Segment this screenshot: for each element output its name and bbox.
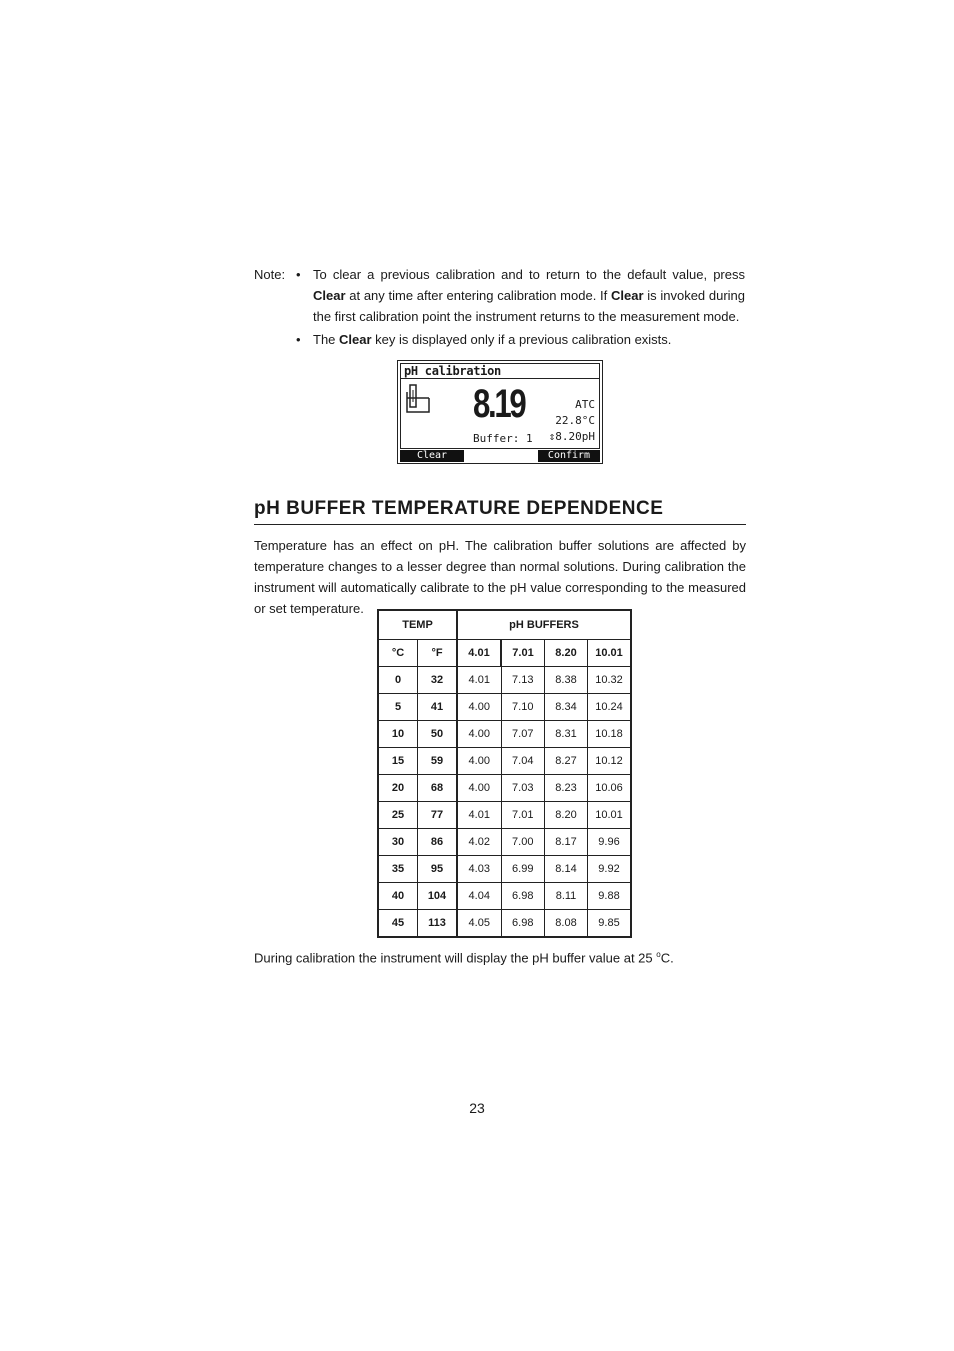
table-cell: 9.92 — [588, 856, 632, 883]
table-row — [378, 721, 631, 748]
confirm-softkey[interactable]: Confirm — [538, 450, 600, 462]
table-cell: 0 — [378, 667, 418, 694]
table-cell: 8.08 — [545, 910, 588, 938]
note-text: To clear a previous calibration and to return to the default value, press — [313, 267, 745, 282]
column-header: 10.01 — [588, 640, 632, 667]
table-cell: 10.18 — [588, 721, 632, 748]
table-cell: 10.12 — [588, 748, 632, 775]
table-cell: 4.05 — [457, 910, 501, 938]
table-cell: 9.88 — [588, 883, 632, 910]
lcd-title-divider — [401, 378, 599, 379]
table-group-header-row — [378, 610, 631, 640]
table-cell: 6.98 — [501, 883, 545, 910]
temperature-readout: 22.8°C — [555, 414, 595, 427]
table-cell: 113 — [418, 910, 458, 938]
table-cell: 4.03 — [457, 856, 501, 883]
buffer-value: ⇕8.20pH — [548, 430, 595, 443]
clear-key-ref: Clear — [313, 288, 346, 303]
clear-softkey[interactable]: Clear — [400, 450, 464, 462]
table-cell: 8.11 — [545, 883, 588, 910]
table-cell: 68 — [418, 775, 458, 802]
table-row — [378, 802, 631, 829]
display-note-text: C. — [660, 950, 674, 966]
table-cell: 59 — [418, 748, 458, 775]
table-cell: 25 — [378, 802, 418, 829]
table-cell: 20 — [378, 775, 418, 802]
table-row — [378, 883, 631, 910]
column-header: 7.01 — [501, 640, 545, 667]
clear-key-ref: Clear — [610, 288, 644, 303]
ph-buffers-group-header: pH BUFFERS — [457, 610, 631, 640]
table-cell: 7.03 — [501, 775, 545, 802]
table-cell: 10.32 — [588, 667, 632, 694]
bullet-marker: • — [296, 267, 301, 282]
note-text: is invoked during the first calibration point the instrument returns to the measurement mode. — [313, 288, 746, 324]
section-paragraph: Temperature has an effect on pH. The calibration buffer solutions are affected by temperature changes to a lesser degree than normal solutions. During calibration the instrument will automatically calibrate to the pH value corresponding to the measured or set temperature. — [254, 538, 746, 616]
buffer-temperature-table — [377, 609, 632, 938]
note-bullet-clear-visibility — [313, 329, 745, 350]
table-cell: 7.04 — [501, 748, 545, 775]
column-header: 4.01 — [457, 640, 501, 667]
table-cell: 10.24 — [588, 694, 632, 721]
table-cell: 4.02 — [457, 829, 501, 856]
table-cell: 6.98 — [501, 910, 545, 938]
table-row — [378, 829, 631, 856]
table-cell: 50 — [418, 721, 458, 748]
table-cell: 35 — [378, 856, 418, 883]
table-cell: 7.01 — [501, 802, 545, 829]
table-row — [378, 910, 631, 938]
table-cell: 8.31 — [545, 721, 588, 748]
table-cell: 40 — [378, 883, 418, 910]
table-cell: 10.01 — [588, 802, 632, 829]
page-number: 23 — [469, 1100, 485, 1116]
table-cell: 4.00 — [457, 748, 501, 775]
bullet-marker: • — [296, 332, 301, 347]
table-row — [378, 667, 631, 694]
table-cell: 5 — [378, 694, 418, 721]
beaker-probe-icon — [405, 384, 431, 416]
table-cell: 7.00 — [501, 829, 545, 856]
table-cell: 32 — [418, 667, 458, 694]
note-text: The — [313, 332, 340, 347]
table-cell: 77 — [418, 802, 458, 829]
table-cell: 8.14 — [545, 856, 588, 883]
table-row — [378, 748, 631, 775]
table-cell: 10 — [378, 721, 418, 748]
section-heading: pH BUFFER TEMPERATURE DEPENDENCE — [254, 498, 746, 525]
note-text: key is displayed only if a previous calibration exists. — [371, 332, 672, 347]
table-cell: 8.17 — [545, 829, 588, 856]
table-row — [378, 775, 631, 802]
column-header: °F — [418, 640, 458, 667]
table-column-header-row — [378, 640, 631, 667]
table-row — [378, 856, 631, 883]
table-row — [378, 694, 631, 721]
table-cell: 7.07 — [501, 721, 545, 748]
note-text: at any time after entering calibration mode. If — [345, 288, 611, 303]
clear-key-ref: Clear — [339, 332, 372, 347]
table-cell: 4.01 — [457, 667, 501, 694]
ph-reading: 8.19 — [473, 382, 525, 426]
temp-group-header: TEMP — [378, 610, 457, 640]
table-cell: 4.00 — [457, 775, 501, 802]
column-header: °C — [378, 640, 418, 667]
table-cell: 15 — [378, 748, 418, 775]
column-header: 8.20 — [545, 640, 588, 667]
table-cell: 41 — [418, 694, 458, 721]
note-bullet-clear-calibration — [313, 264, 745, 327]
lcd-screen — [397, 360, 603, 464]
table-cell: 10.06 — [588, 775, 632, 802]
table-cell: 4.01 — [457, 802, 501, 829]
table-cell: 95 — [418, 856, 458, 883]
table-cell: 4.00 — [457, 694, 501, 721]
table-cell: 4.00 — [457, 721, 501, 748]
table-cell: 86 — [418, 829, 458, 856]
table-cell: 9.85 — [588, 910, 632, 938]
table-cell: 8.34 — [545, 694, 588, 721]
buffer-label: Buffer: 1 — [473, 432, 533, 445]
table-cell: 9.96 — [588, 829, 632, 856]
table-cell: 8.27 — [545, 748, 588, 775]
table-cell: 8.23 — [545, 775, 588, 802]
lcd-title: pH calibration — [404, 364, 501, 378]
table-cell: 7.13 — [501, 667, 545, 694]
note-label: Note: — [254, 267, 286, 282]
degree-superscript: o — [656, 950, 661, 959]
lcd-display-area — [400, 363, 600, 449]
table-cell: 6.99 — [501, 856, 545, 883]
table-cell: 104 — [418, 883, 458, 910]
table-cell: 45 — [378, 910, 418, 938]
display-note-text: During calibration the instrument will display the pH buffer value at 25 — [254, 950, 657, 966]
table-cell: 8.20 — [545, 802, 588, 829]
display-note — [254, 950, 674, 965]
table-cell: 4.04 — [457, 883, 501, 910]
table-cell: 7.10 — [501, 694, 545, 721]
table-cell: 8.38 — [545, 667, 588, 694]
atc-indicator: ATC — [575, 398, 595, 411]
table-cell: 30 — [378, 829, 418, 856]
